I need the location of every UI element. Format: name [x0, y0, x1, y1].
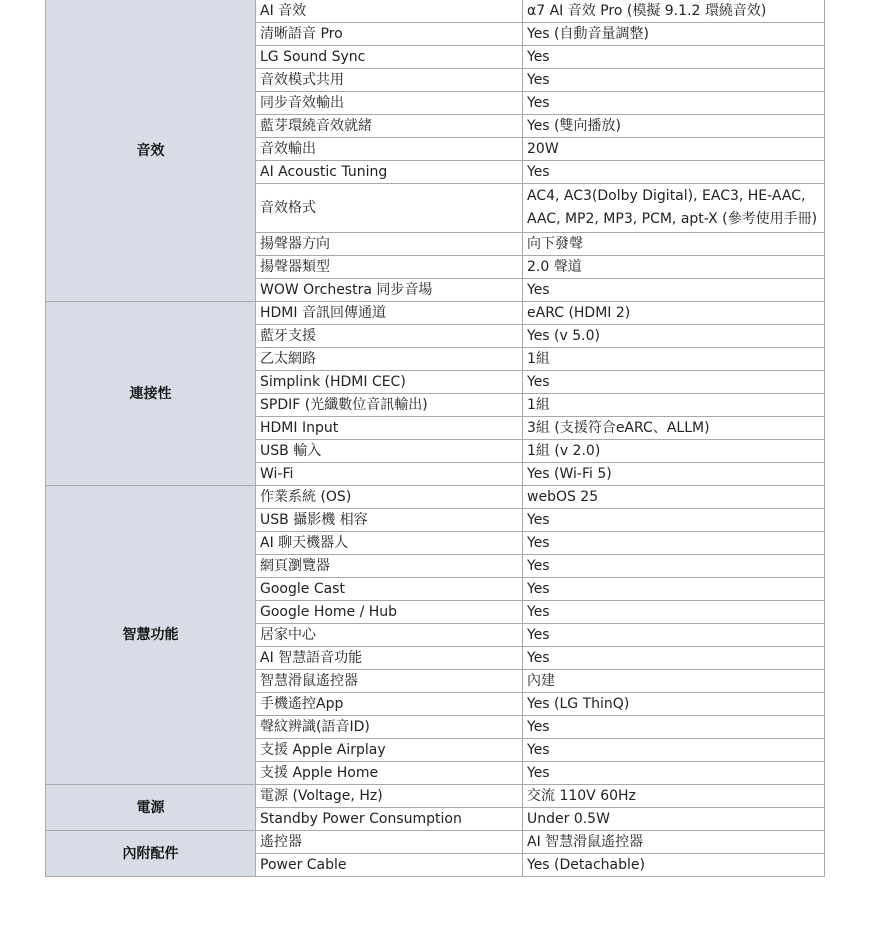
category-cell: 電源 [46, 785, 256, 831]
spec-label: 遙控器 [256, 831, 523, 854]
category-cell: 音效 [46, 0, 256, 302]
spec-value: AC4, AC3(Dolby Digital), EAC3, HE-AAC, AAC, MP2, MP3, PCM, apt-X (參考使用手冊) [523, 184, 825, 233]
spec-value: 1組 (v 2.0) [523, 440, 825, 463]
spec-label: Google Cast [256, 578, 523, 601]
spec-value: Yes [523, 69, 825, 92]
spec-value: 1組 [523, 394, 825, 417]
spec-value: Yes [523, 46, 825, 69]
spec-value: 內建 [523, 670, 825, 693]
spec-value: webOS 25 [523, 486, 825, 509]
spec-label: AI Acoustic Tuning [256, 161, 523, 184]
spec-value: 3組 (支援符合eARC、ALLM) [523, 417, 825, 440]
spec-table [45, 0, 825, 877]
spec-label: Power Cable [256, 854, 523, 877]
spec-value: Yes [523, 532, 825, 555]
spec-value: Yes [523, 578, 825, 601]
table-row [46, 785, 825, 808]
spec-label: Standby Power Consumption [256, 808, 523, 831]
spec-label: 智慧滑鼠遙控器 [256, 670, 523, 693]
spec-value: Yes (Detachable) [523, 854, 825, 877]
category-cell: 智慧功能 [46, 486, 256, 785]
spec-value: Yes [523, 371, 825, 394]
table-row [46, 302, 825, 325]
spec-table-body [46, 0, 825, 877]
spec-label: 音效模式共用 [256, 69, 523, 92]
spec-value: Yes [523, 762, 825, 785]
spec-value: Under 0.5W [523, 808, 825, 831]
spec-label: 聲紋辨識(語音ID) [256, 716, 523, 739]
spec-value: Yes [523, 92, 825, 115]
spec-value: Yes (雙向播放) [523, 115, 825, 138]
spec-label: Google Home / Hub [256, 601, 523, 624]
spec-value: α7 AI 音效 Pro (模擬 9.1.2 環繞音效) [523, 0, 825, 23]
spec-value: Yes [523, 739, 825, 762]
spec-value: Yes [523, 624, 825, 647]
spec-value: Yes [523, 555, 825, 578]
spec-label: AI 智慧語音功能 [256, 647, 523, 670]
spec-label: 電源 (Voltage, Hz) [256, 785, 523, 808]
spec-label: 支援 Apple Home [256, 762, 523, 785]
spec-label: 手機遙控App [256, 693, 523, 716]
spec-value: Yes [523, 601, 825, 624]
spec-value: Yes (LG ThinQ) [523, 693, 825, 716]
spec-label: 揚聲器類型 [256, 256, 523, 279]
category-cell: 內附配件 [46, 831, 256, 877]
spec-label: Simplink (HDMI CEC) [256, 371, 523, 394]
spec-label: HDMI Input [256, 417, 523, 440]
spec-label: AI 聊天機器人 [256, 532, 523, 555]
category-cell: 連接性 [46, 302, 256, 486]
spec-label: 網頁瀏覽器 [256, 555, 523, 578]
spec-value: 交流 110V 60Hz [523, 785, 825, 808]
spec-value: eARC (HDMI 2) [523, 302, 825, 325]
spec-label: USB 輸入 [256, 440, 523, 463]
spec-label: HDMI 音訊回傳通道 [256, 302, 523, 325]
spec-label: 乙太網路 [256, 348, 523, 371]
spec-label: 音效格式 [256, 184, 523, 233]
table-row [46, 486, 825, 509]
spec-value: Yes [523, 647, 825, 670]
spec-label: 藍芽環繞音效就緒 [256, 115, 523, 138]
spec-value: Yes (Wi-Fi 5) [523, 463, 825, 486]
spec-value: Yes (v 5.0) [523, 325, 825, 348]
spec-label: 作業系統 (OS) [256, 486, 523, 509]
spec-value: 1組 [523, 348, 825, 371]
spec-label: 揚聲器方向 [256, 233, 523, 256]
spec-label: AI 音效 [256, 0, 523, 23]
table-row [46, 0, 825, 23]
spec-label: 居家中心 [256, 624, 523, 647]
spec-value: Yes [523, 161, 825, 184]
spec-value: Yes [523, 509, 825, 532]
spec-label: Wi-Fi [256, 463, 523, 486]
spec-label: 清晰語音 Pro [256, 23, 523, 46]
spec-value: Yes [523, 279, 825, 302]
table-row [46, 831, 825, 854]
spec-label: SPDIF (光纖數位音訊輸出) [256, 394, 523, 417]
spec-label: 支援 Apple Airplay [256, 739, 523, 762]
spec-value: Yes [523, 716, 825, 739]
spec-label: 音效輸出 [256, 138, 523, 161]
spec-label: USB 攝影機 相容 [256, 509, 523, 532]
spec-label: LG Sound Sync [256, 46, 523, 69]
spec-value: AI 智慧滑鼠遙控器 [523, 831, 825, 854]
spec-label: WOW Orchestra 同步音場 [256, 279, 523, 302]
spec-value: 20W [523, 138, 825, 161]
spec-value: 2.0 聲道 [523, 256, 825, 279]
spec-label: 藍牙支援 [256, 325, 523, 348]
spec-value: Yes (自動音量調整) [523, 23, 825, 46]
spec-value: 向下發聲 [523, 233, 825, 256]
spec-label: 同步音效輸出 [256, 92, 523, 115]
